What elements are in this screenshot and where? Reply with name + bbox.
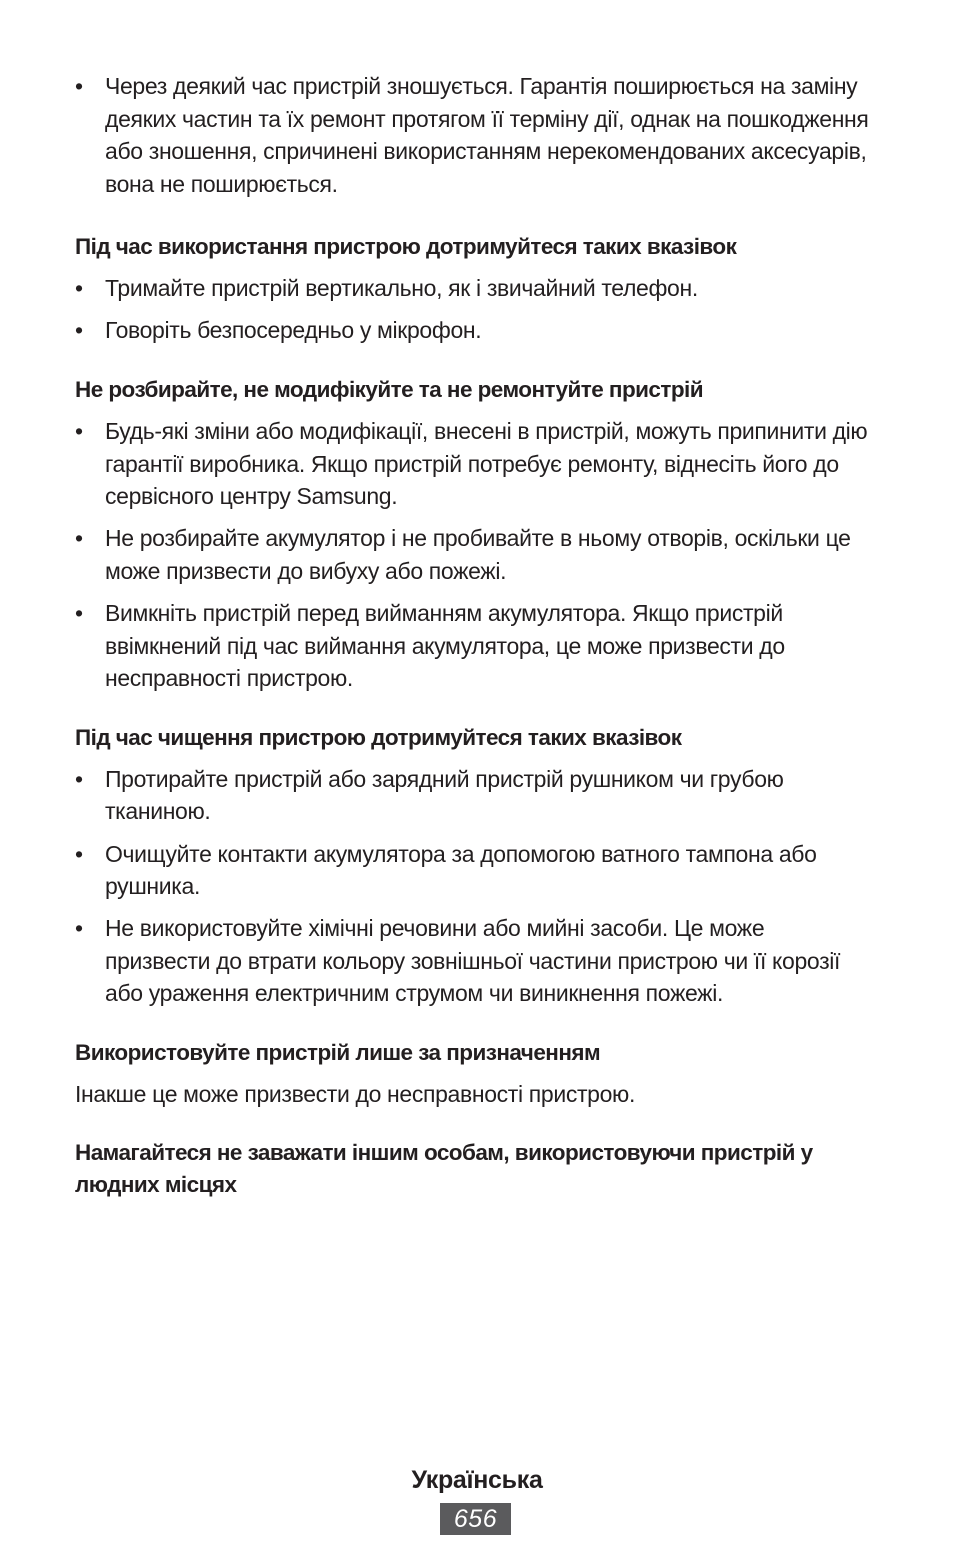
section-paragraph: Інакше це може призвести до несправності пристрою. [75,1080,635,1107]
page-number-badge: 656 [440,1503,511,1535]
list-item: • Тримайте пристрій вертикально, як і звичайний телефон. [75,272,875,305]
section-heading: Під час використання пристрою дотримуйтеся таких вказівок [75,234,737,260]
list-item: • Через деякий час пристрій зношується. Гарантія поширюється на заміну деяких частин та їх ремонт протягом її терміну дії, однак на пошкодження або зношення, спричинені використанням нерекомендованих аксесуарів, вона не поширюється. [75,70,875,200]
page-content [75,70,875,1201]
list-item: • Будь-які зміни або модифікації, внесені в пристрій, можуть припинити дію гарантії виробника. Якщо пристрій потребує ремонту, віднесіть його до сервісного центру Samsung. [75,415,875,513]
section-heading: Використовуйте пристрій лише за призначенням [75,1039,601,1065]
list-item: • Не розбирайте акумулятор і не пробивайте в ньому отворів, оскільки це може призвести до вибуху або пожежі. [75,522,875,587]
list-item: • Очищуйте контакти акумулятора за допомогою ватного тампона або рушника. [75,838,875,903]
bullet-icon: • [75,275,83,302]
bullet-icon: • [75,525,83,552]
list-item: • Протирайте пристрій або зарядний пристрій рушником чи грубою тканиною. [75,763,875,828]
section-list [75,415,875,695]
bullet-icon: • [75,418,83,445]
footer-language: Українська [411,1466,543,1494]
bullet-icon: • [75,915,83,942]
intro-list [75,70,875,200]
section-heading: Під час чищення пристрою дотримуйтеся таких вказівок [75,724,682,750]
list-item: • Не використовуйте хімічні речовини або мийні засоби. Це може призвести до втрати кольору зовнішньої частини пристрою чи її корозії або ураження електричним струмом чи виникнення пожежі. [75,912,875,1010]
list-item: • Вимкніть пристрій перед вийманням акумулятора. Якщо пристрій ввімкнений під час виймання акумулятора, це може призвести до несправності пристрою. [75,597,875,695]
section-heading: Не розбирайте, не модифікуйте та не ремонтуйте пристрій [75,377,704,403]
bullet-icon: • [75,600,83,627]
bullet-icon: • [75,765,83,792]
bullet-icon: • [75,317,83,344]
bullet-icon: • [75,73,83,99]
list-item: • Говоріть безпосередньо у мікрофон. [75,314,875,347]
bullet-icon: • [75,840,83,867]
section-heading: Намагайтеся не заважати іншим особам, використовуючи пристрій у людних місцях [75,1139,813,1197]
section-list [75,763,875,1010]
section-list [75,272,875,347]
